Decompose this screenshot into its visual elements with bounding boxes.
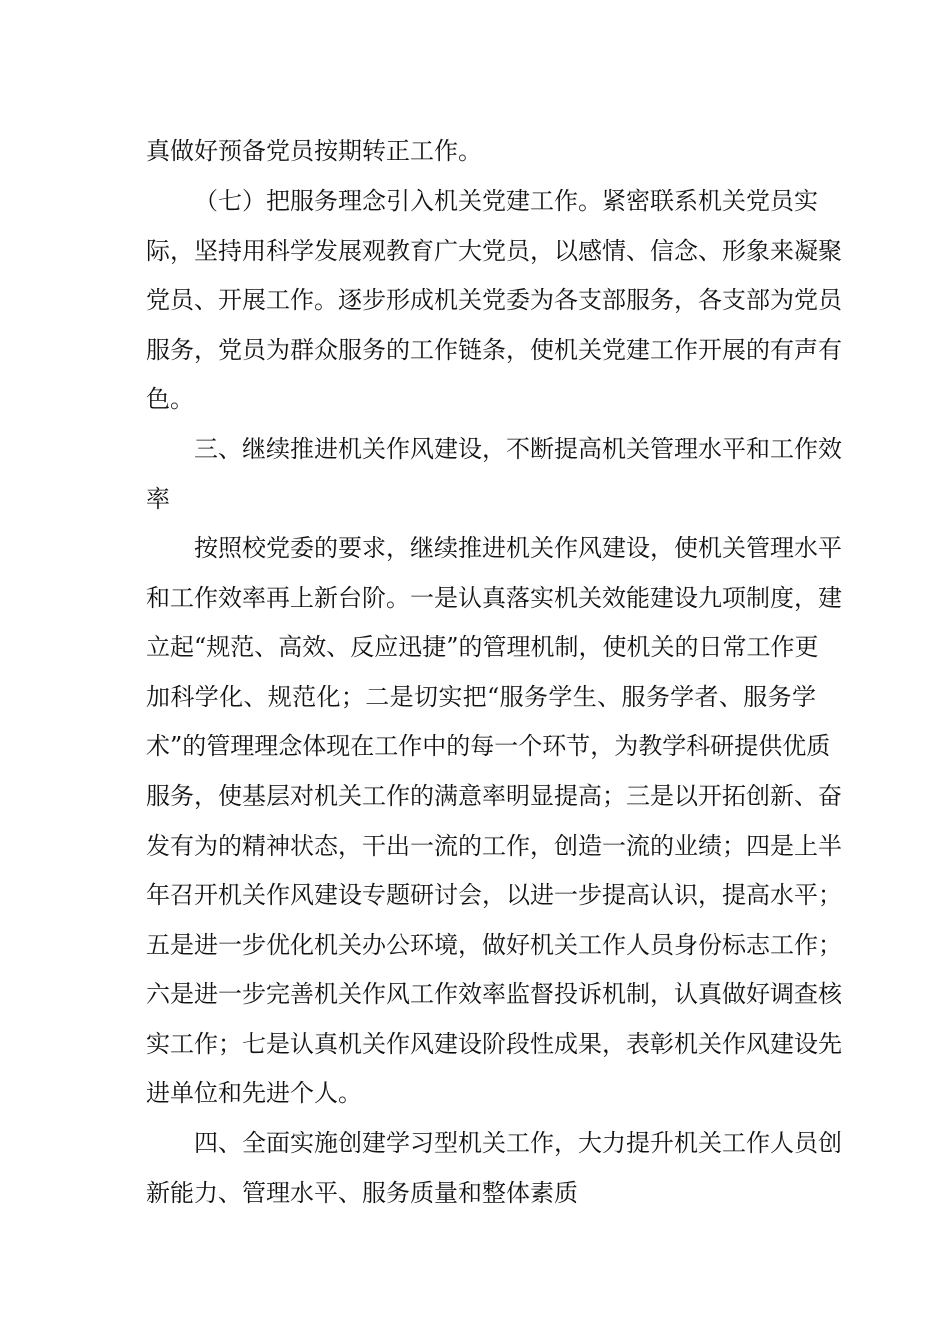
text-line: 五是进一步优化机关办公环境，做好机关工作人员身份标志工作； [146, 931, 842, 959]
section-heading: 四、全面实施创建学习型机关工作，大力提升机关工作人员创 [194, 1129, 842, 1157]
paragraph-heading: （七）把服务理念引入机关党建工作。紧密联系机关党员实 [194, 187, 818, 215]
section-heading-continuation: 率 [146, 485, 170, 513]
text-line: 真做好预备党员按期转正工作。 [146, 137, 482, 165]
text-line: 实工作；七是认真机关作风建设阶段性成果，表彰机关作风建设先 [146, 1030, 842, 1058]
text-line: 六是进一步完善机关作风工作效率监督投诉机制，认真做好调查核 [146, 980, 842, 1008]
text-line: 加科学化、规范化；二是切实把“服务学生、服务学者、服务学 [146, 683, 816, 711]
section-heading-continuation: 新能力、管理水平、服务质量和整体素质 [146, 1179, 578, 1207]
text-line: 术”的管理理念体现在工作中的每一个环节，为教学科研提供优质 [146, 732, 831, 760]
text-line: 进单位和先进个人。 [146, 1079, 362, 1107]
section-heading: 三、继续推进机关作风建设，不断提高机关管理水平和工作效 [194, 435, 842, 463]
text-line: 色。 [146, 385, 194, 413]
text-line: 按照校党委的要求，继续推进机关作风建设，使机关管理水平 [194, 534, 842, 562]
text-line: 发有为的精神状态，干出一流的工作，创造一流的业绩；四是上半 [146, 832, 842, 860]
text-line: 立起“规范、高效、反应迅捷”的管理机制，使机关的日常工作更 [146, 633, 819, 661]
text-line: 党员、开展工作。逐步形成机关党委为各支部服务，各支部为党员 [146, 286, 842, 314]
text-line: 际，坚持用科学发展观教育广大党员，以感情、信念、形象来凝聚 [146, 237, 842, 265]
text-line: 服务，使基层对机关工作的满意率明显提高；三是以开拓创新、奋 [146, 782, 842, 810]
text-line: 和工作效率再上新台阶。一是认真落实机关效能建设九项制度，建 [146, 584, 842, 612]
text-line: 年召开机关作风建设专题研讨会，以进一步提高认识，提高水平； [146, 881, 842, 909]
text-line: 服务，党员为群众服务的工作链条，使机关党建工作开展的有声有 [146, 336, 842, 364]
